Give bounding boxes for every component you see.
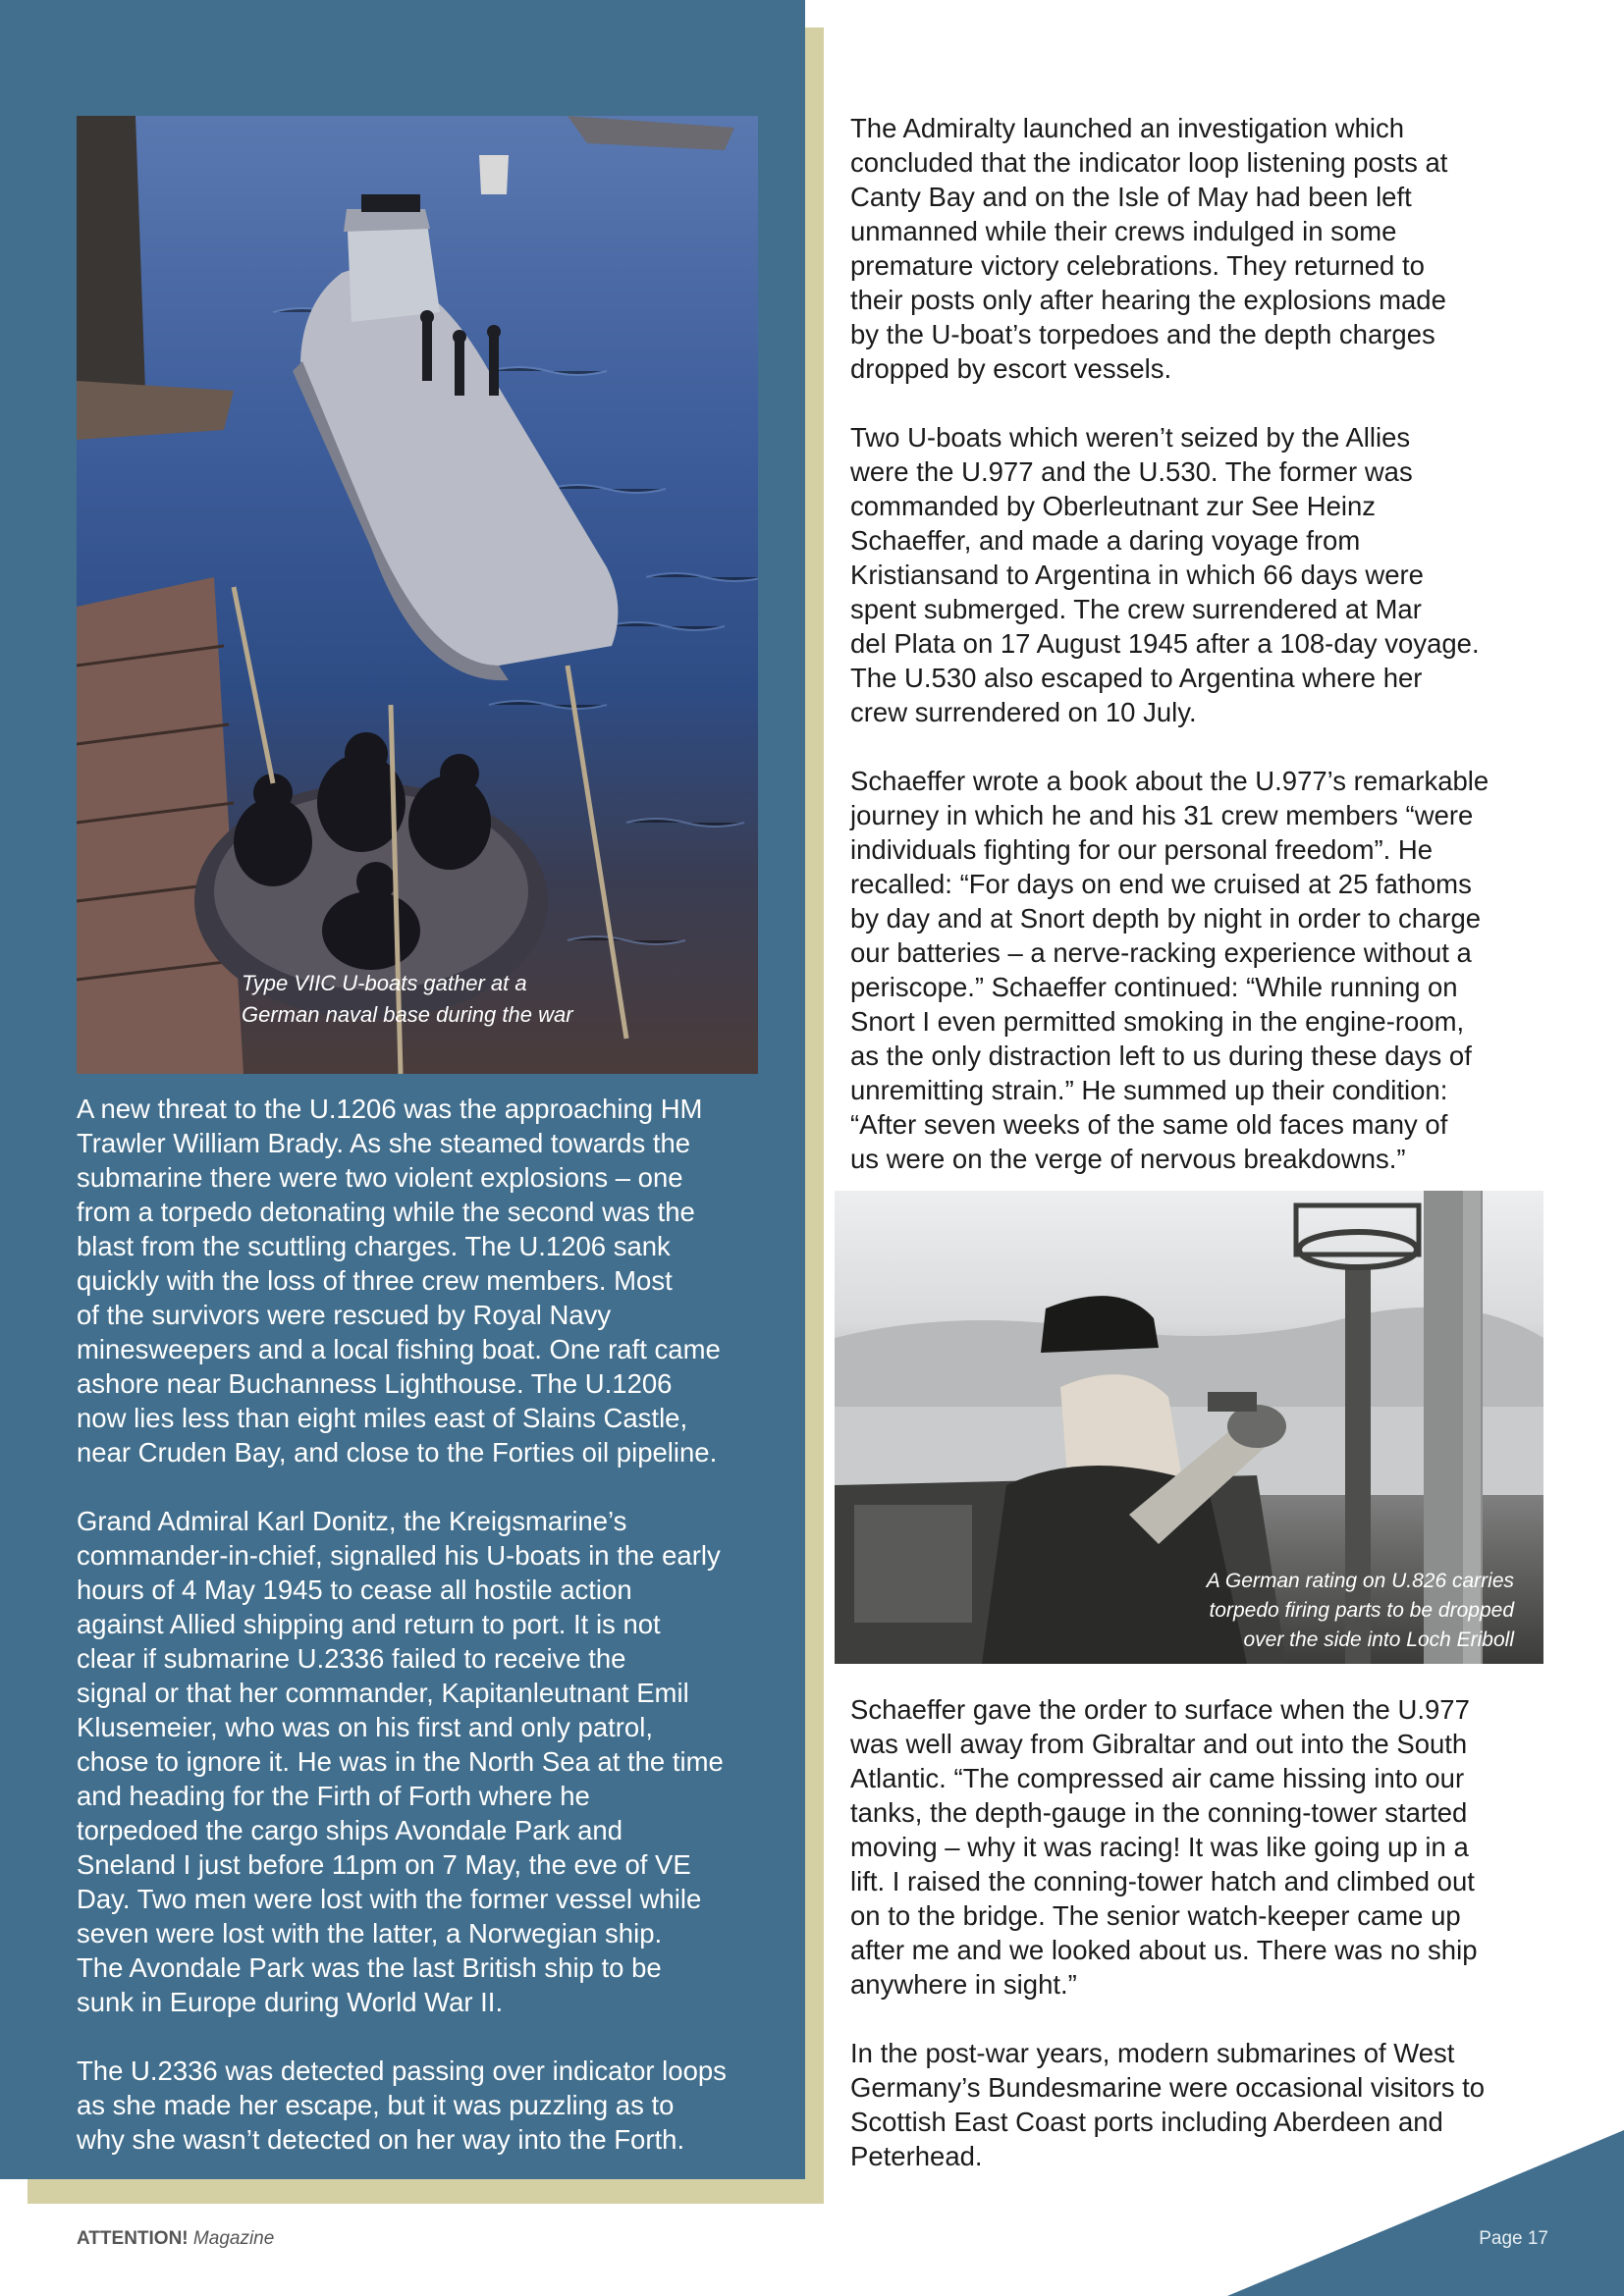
paragraph: Grand Admiral Karl Donitz, the Kreigsmarine’s commander-in-chief, signalled his U-boats in the early hours of 4 May 1945 to cease all hostile action against Allied shipping and return to port. It is not clear if submarine U.2336 failed to receive the signal or that her commander, Kapitanleutnant Emil Klusemeier, who was on his first and only patrol, chose to ignore it. He was in the North Sea at the time and heading for the Firth of Forth where he torpedoed the cargo ships Avondale Park and Sneland I just before 11pm on 7 May, the eve of VE Day. Two men were lost with the former vessel while seven were lost with the latter, a Norwegian ship. The Avondale Park was the last British ship to be sunk in Europe during World War II. bbox=[77, 1506, 724, 2017]
paragraph: A new threat to the U.1206 was the approaching HM Trawler William Brady. As she steamed towards the submarine there were two violent explosions – one from a torpedo detonating while the second was the blast from the scuttling charges. The U.1206 sank quickly with the loss of three crew members. Most of the survivors were rescued by Royal Navy minesweepers and a local fishing boat. One raft came ashore near Buchanness Lighthouse. The U.1206 now lies less than eight miles east of Slains Castle, near Cruden Bay, and close to the Forties oil pipeline. bbox=[77, 1094, 721, 1468]
photo-caption-top: Type VIIC U-boats gather at a German naval base during the war bbox=[242, 971, 573, 1027]
paragraph: In the post-war years, modern submarines of West Germany’s Bundesmarine were occasional visitors to Scottish East Coast ports including Aberdeen and Peterhead. bbox=[850, 2038, 1486, 2171]
page-number: Page 17 bbox=[1479, 2228, 1548, 2249]
right-column-bottom-text bbox=[850, 1692, 1567, 2173]
uboat-illustration bbox=[77, 116, 758, 1074]
paragraph: Schaeffer gave the order to surface when the U.977 was well away from Gibraltar and out into the South Atlantic. “The compressed air came hissing into our tanks, the depth-gauge in the conning-tower started moving – why it was racing! It was like going up in a lift. I raised the conning-tower hatch and climbed out on to the bridge. The senior watch-keeper came up after me and we looked about us. There was no ship anywhere in sight.” bbox=[850, 1694, 1478, 2000]
right-column-top-text bbox=[850, 111, 1567, 1176]
corner-triangle bbox=[1227, 2130, 1624, 2296]
footer-brand: ATTENTION! bbox=[77, 2228, 189, 2249]
paragraph: The Admiralty launched an investigation which concluded that the indicator loop listening posts at Canty Bay and on the Isle of May had been left unmanned while their crews indulged in some premature victory celebrations. They returned to their posts only after hearing the explosions made by the U-boat’s torpedoes and the depth charges dropped by escort vessels. bbox=[850, 113, 1448, 384]
paragraph: The U.2336 was detected passing over indicator loops as she made her escape, but it was puzzling as to why she wasn’t detected on her way into the Forth. bbox=[77, 2056, 727, 2155]
paragraph: Two U-boats which weren’t seized by the Allies were the U.977 and the U.530. The former was commanded by Oberleutnant zur See Heinz Schaeffer, and made a daring voyage from Kristiansand to Argentina in which 66 days were spent submerged. The crew surrendered at Mar del Plata on 17 August 1945 after a 108-day voyage. The U.530 also escaped to Argentina where her crew surrendered on 10 July. bbox=[850, 422, 1480, 727]
photo-german-rating bbox=[835, 1191, 1543, 1664]
photo-caption-bottom: A German rating on U.826 carries torpedo firing parts to be dropped over the side into Loch Eriboll bbox=[1206, 1570, 1514, 1651]
footer-brand-suffix: Magazine bbox=[192, 2228, 275, 2249]
left-column-text bbox=[77, 1092, 793, 2157]
photo-uboats bbox=[77, 116, 758, 1074]
paragraph: Schaeffer wrote a book about the U.977’s remarkable journey in which he and his 31 crew members “were individuals fighting for our personal freedom”. He recalled: “For days on end we cruised at 25 fathoms by day and at Snort depth by night in order to charge our batteries – a nerve-racking experience without a periscope.” Schaeffer continued: “While running on Snort I even permitted smoking in the engine-room, as the only distraction left to us during these days of unremitting strain.” He summed up their condition: “After seven weeks of the same old faces many of us were on the verge of nervous breakdowns.” bbox=[850, 766, 1489, 1174]
footer-magazine-name bbox=[77, 2228, 274, 2250]
